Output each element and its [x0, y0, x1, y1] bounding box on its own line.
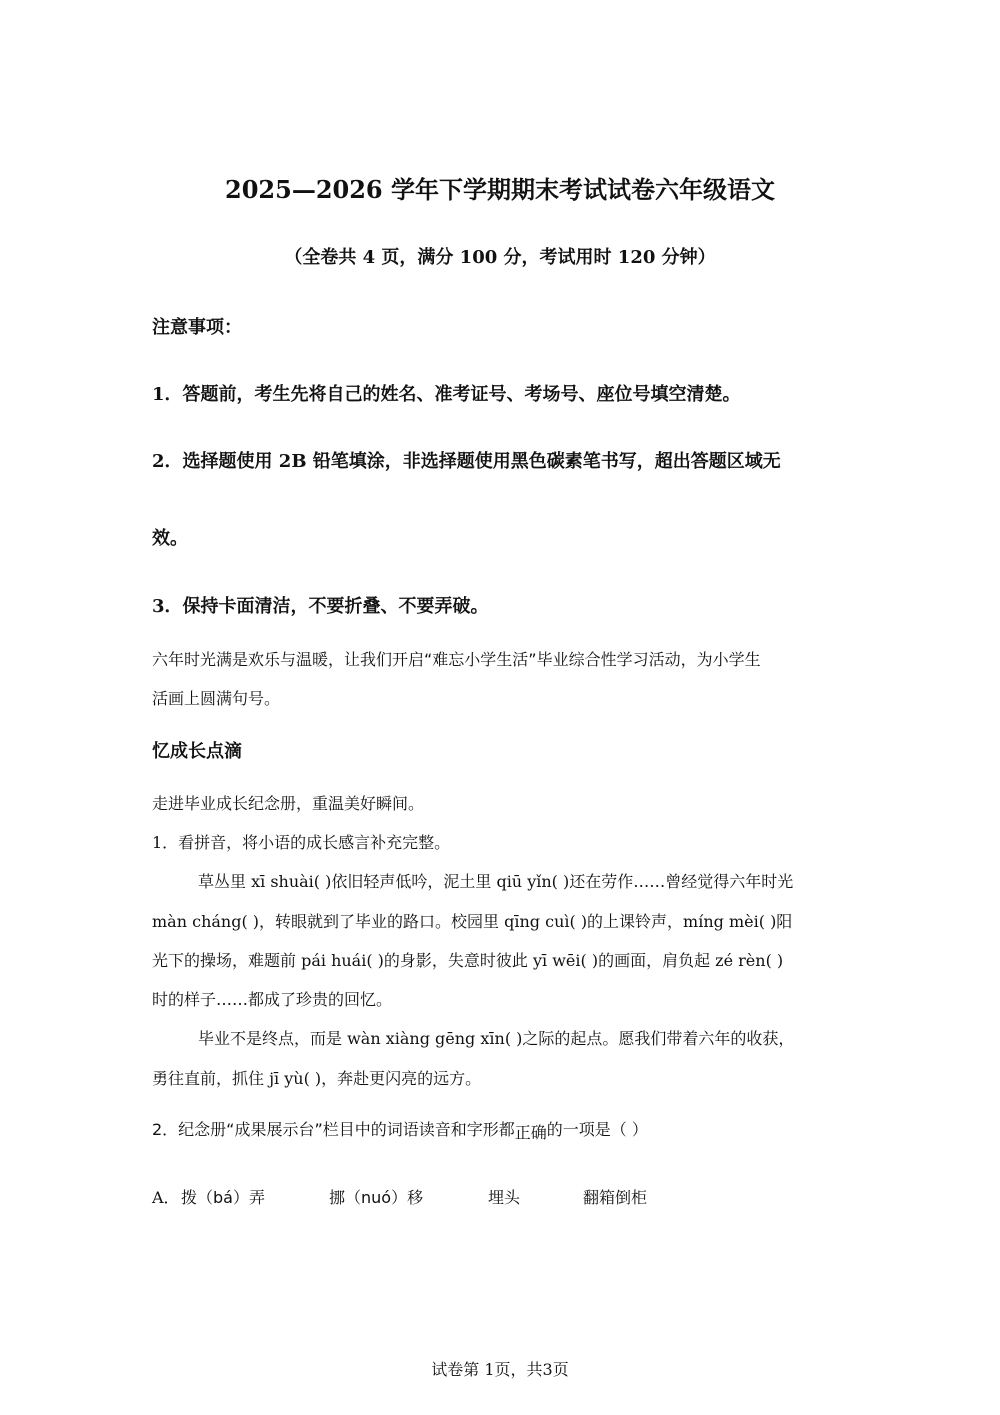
q2-prompt [152, 1117, 648, 1140]
q2-option-a-word-2: 挪（nuó）移 [329, 1188, 424, 1207]
section-lead: 走进毕业成长纪念册，重温美好瞬间。 [152, 794, 425, 813]
q2-prompt-end: 的一项是（ ） [546, 1120, 648, 1139]
q1-line-5: 毕业不是终点，而是 wàn xiàng gēng xīn( )之际的起点。愿我们带着六年的收获， [198, 1029, 795, 1048]
intro-line-1: 六年时光满是欢乐与温暖，让我们开启“难忘小学生活”毕业综合性学习活动，为小学生 [152, 650, 761, 669]
notice-item-2: 2．选择题使用 2B 铅笔填涂，非选择题使用黑色碳素笔书写，超出答题区域无 [152, 451, 781, 472]
q1-line-6: 勇往直前，抓住 jī yù( )，奔赴更闪亮的远方。 [152, 1069, 482, 1088]
page-footer: 试卷第 1页，共3页 [431, 1360, 569, 1379]
intro-line-2: 活画上圆满句号。 [152, 689, 281, 708]
q2-prompt-text: 2．纪念册“成果展示台”栏目中的词语读音和字形都 [152, 1120, 515, 1139]
q1-line-2: màn cháng( )，转眼就到了毕业的路口。校园里 qīng cuì( )的上课铃声，míng mèi( )阳 [152, 912, 793, 931]
q2-option-a-label: A． [152, 1188, 180, 1207]
q2-option-a-word-1: 拨（bá）弄 [181, 1188, 265, 1207]
notice-item-2-cont: 效。 [152, 528, 188, 549]
exam-title: 2025—2026 学年下学期期末考试试卷六年级语文 [225, 175, 775, 204]
notice-heading: 注意事项： [152, 317, 242, 338]
q1-prompt: 1．看拼音，将小语的成长感言补充完整。 [152, 833, 451, 852]
q2-prompt-emph: 正确 [514, 1123, 547, 1142]
notice-item-3: 3．保持卡面清洁，不要折叠、不要弄破。 [152, 596, 489, 617]
section-heading: 忆成长点滴 [152, 741, 242, 762]
q2-option-a-word-4: 翻箱倒柜 [583, 1188, 648, 1207]
q1-line-1: 草丛里 xī shuài( )依旧轻声低吟，泥土里 qiū yǐn( )还在劳作……曾经觉得六年时光 [198, 872, 794, 891]
q1-line-4: 时的样子……都成了珍贵的回忆。 [152, 990, 393, 1009]
q1-line-3: 光下的操场，难题前 pái huái( )的身影，失意时彼此 yī wēi( )的画面，肩负起 zé rèn( ) [152, 951, 784, 970]
q2-option-a-word-3: 埋头 [488, 1188, 521, 1207]
notice-item-1: 1．答题前，考生先将自己的姓名、准考证号、考场号、座位号填空清楚。 [152, 384, 741, 405]
exam-subtitle: （全卷共 4 页，满分 100 分，考试用时 120 分钟） [284, 247, 716, 268]
